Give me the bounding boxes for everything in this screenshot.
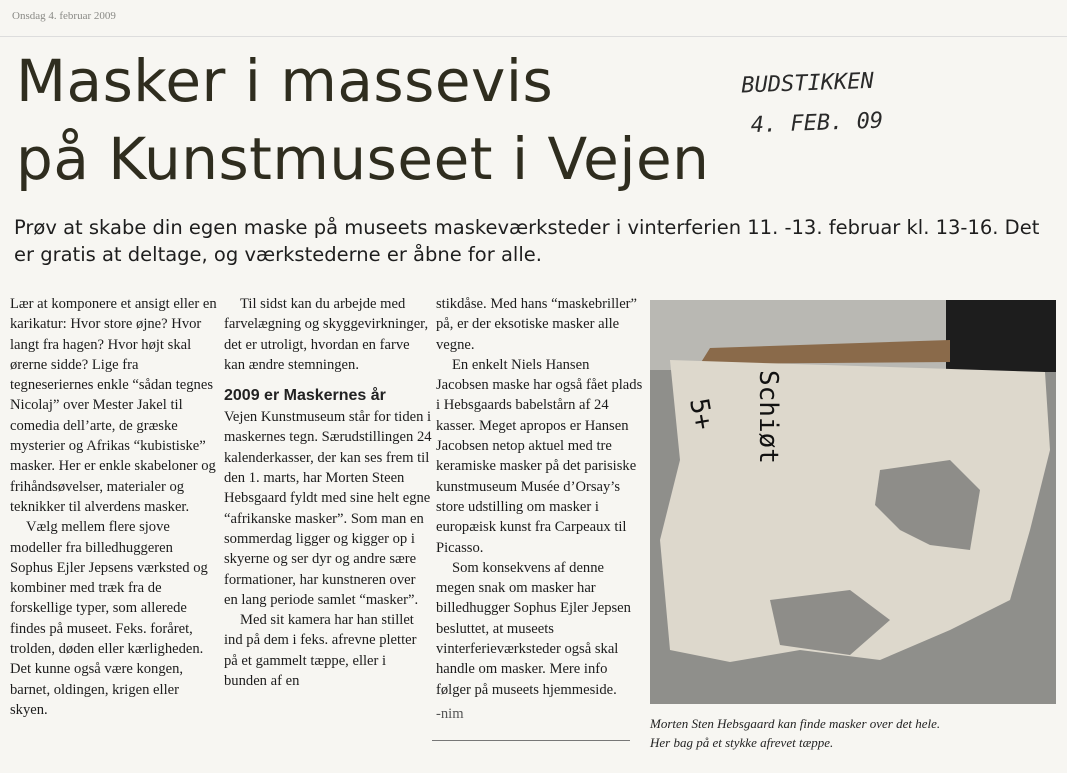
column-3-paragraph-1: stikdåse. Med hans “maskebriller” på, er der eksotiske masker alle vegne. xyxy=(436,296,638,353)
top-divider xyxy=(0,36,1067,37)
headline-line-1: Masker i massevis xyxy=(16,47,554,115)
photo-dark-corner xyxy=(946,300,1056,372)
handwritten-clipping-note xyxy=(741,62,884,147)
article-column-2 xyxy=(224,294,432,691)
photo-marking-2: Schiøt xyxy=(753,370,783,464)
author-signature: -nim xyxy=(436,705,464,722)
article-column-1 xyxy=(10,294,218,720)
caption-line-1: Morten Sten Hebsgaard kan finde masker over det hele. xyxy=(650,716,941,731)
column-3-paragraph-2: En enkelt Niels Hansen Jacobsen maske har også fået plads i Hebsgaards babelstårn af 24 kasser. Meget apropos er Hansen Jacobsen netop aktuel med tre keramiske masker på det parisiske kunstmuseum Musée d’Orsay’s store udstilling om masker i europæisk kunst fra Carpeaux til Picasso. xyxy=(436,356,643,556)
column-2-paragraph-1: Til sidst kan du arbejde med farvelægning og skyggevirkninger, det er utroligt, hvordan en farve kan ændre stemningen. xyxy=(224,296,429,373)
photo-caption xyxy=(650,714,1056,752)
column-3-paragraph-3: Som konsekvens af denne megen snak om masker har billedhugger Sophus Ejler Jepsen besluttet, at museets vinterferieværksteder også skal handle om masker. Mere info følger på museets hjemmeside. xyxy=(436,559,631,698)
headline xyxy=(16,42,709,198)
section-heading: 2009 er Maskernes år xyxy=(224,387,386,405)
handwritten-paper-name: BUDSTIKKEN xyxy=(740,68,875,99)
article-column-3 xyxy=(436,294,644,724)
column-1-paragraph-2: Vælg mellem flere sjove modeller fra billedhuggeren Sophus Ejler Jepsens værksted og kombiner med træk fra de forskellige typer, som allerede findes på museet. Feks. foråret, trolden, døden eller kærligheden. Det kunne også være kongen, barnet, oldingen, krigen eller skyen. xyxy=(10,519,208,718)
column-2-paragraph-3: Med sit kamera har han stillet ind på dem i feks. afrevne pletter på et gammelt tæppe, eller i bunden af en xyxy=(224,612,417,690)
article-photo xyxy=(650,300,1056,704)
photo-marking-1: 5+ xyxy=(683,396,719,433)
dateline: Onsdag 4. februar 2009 xyxy=(12,10,116,22)
column-1-paragraph-1: Lær at komponere et ansigt eller en karikatur: Hvor store øjne? Hvor langt fra hagen? Hvor højt skal ørerne sidde? Lige fra tegneseriernes enkle “sådan tegnes Nicolaj” over Mester Jakel til comedia dell’arte, de græske mysterier og Afrikas “kubistiske” masker. Her er enkle skabeloner og frihåndsøvelser, materialer og teknikker til alverdens masker. xyxy=(10,296,217,515)
subheadline: Prøv at skabe din egen maske på museets maskeværksteder i vinterferien 11. -13. februar kl. 13-16. Det er gratis at deltage, og værkstederne er åbne for alle. xyxy=(14,216,1040,266)
handwritten-date: 4. FEB. 09 xyxy=(750,108,884,139)
column-end-rule xyxy=(432,740,630,741)
photo-illustration xyxy=(650,300,1056,704)
headline-line-2: på Kunstmuseet i Vejen xyxy=(16,125,710,193)
column-2-paragraph-2: Vejen Kunstmuseum står for tiden i maskernes tegn. Særudstillingen 24 kalenderkasser, der kan ses frem til den 1. marts, har Morten Steen Hebsgaard fyldt med sine helt egne “afrikanske masker”. Som man en sommerdag ligger og kigger op i skyerne og ser dyr og andre sære formationer, har kunstneren over en lang periode samlet “masker”. xyxy=(224,409,432,608)
caption-line-2: Her bag på et stykke afrevet tæppe. xyxy=(650,735,834,750)
